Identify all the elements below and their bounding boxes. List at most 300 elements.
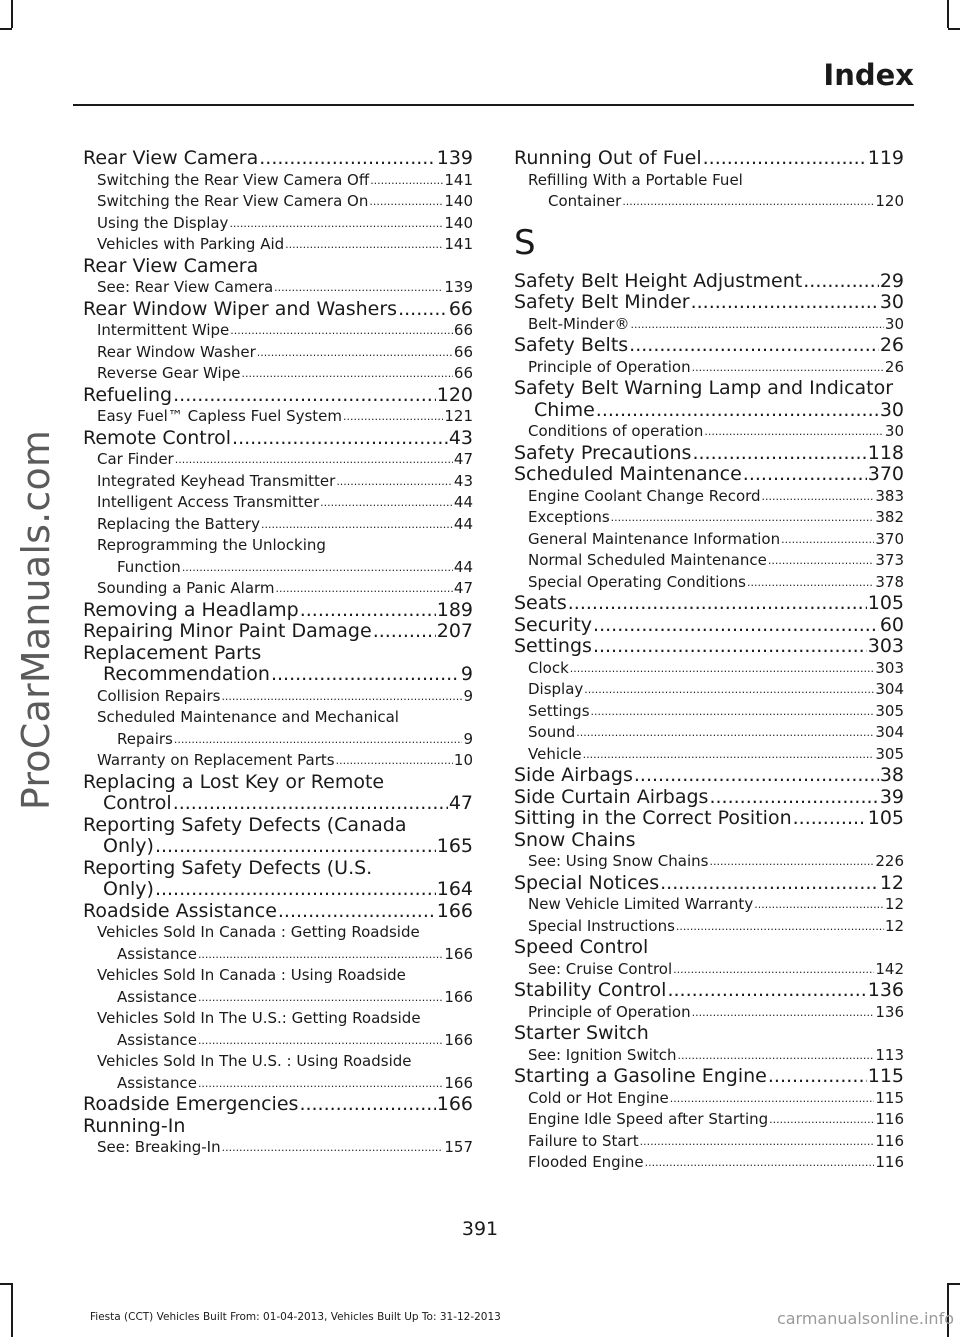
entry-page-number: 120 <box>436 383 473 406</box>
entry-page-number: 43 <box>448 426 473 449</box>
entry-text: Speed Control <box>514 936 649 958</box>
watermark-text: ProCarManuals.com <box>14 429 58 811</box>
entry-page-number: 113 <box>875 1045 904 1064</box>
index-subentry <box>83 406 473 428</box>
index-subentry <box>83 363 473 385</box>
entry-lead-text: Vehicles Sold In Canada : Getting Roadside <box>97 923 420 941</box>
dot-leader <box>629 335 879 357</box>
index-entry <box>514 148 904 170</box>
crop-mark-top-left-h <box>0 28 12 30</box>
entry-text: Easy Fuel™ Capless Fuel System <box>97 407 343 425</box>
dot-leader <box>257 342 453 364</box>
dot-leader <box>174 729 463 751</box>
index-entry <box>514 292 904 314</box>
entry-text: Assistance <box>117 1030 197 1049</box>
entry-text: Scheduled Maintenance <box>514 463 742 485</box>
dot-leader <box>743 464 867 486</box>
entry-text: See: Breaking-In <box>97 1138 221 1156</box>
entry-page-number: 166 <box>444 987 473 1006</box>
entry-page-number: 303 <box>875 658 904 677</box>
entry-page-number: 116 <box>875 1110 904 1128</box>
dot-leader <box>232 428 448 450</box>
index-entry <box>514 378 904 421</box>
index-subentry <box>83 922 473 965</box>
entry-page-number: 226 <box>875 852 904 870</box>
entry-text: Recommendation <box>103 663 270 685</box>
entry-page-number: 166 <box>436 899 473 922</box>
entry-text: See: Rear View Camera <box>97 278 274 296</box>
entry-lead-text: Safety Belt Warning Lamp and Indicator <box>514 377 894 399</box>
entry-text: Remote Control <box>83 426 232 449</box>
entry-page-number: 115 <box>867 1065 904 1087</box>
entry-text: Display <box>528 680 584 698</box>
entry-page-number: 44 <box>453 514 473 533</box>
entry-page-number: 30 <box>879 398 904 421</box>
entry-text: Reverse Gear Wipe <box>97 364 241 382</box>
dot-leader <box>793 808 867 830</box>
dot-leader <box>584 679 874 701</box>
crop-mark-bottom-left-h <box>0 1283 12 1285</box>
entry-text: New Vehicle Limited Warranty <box>528 895 754 913</box>
dot-leader <box>704 421 883 443</box>
entry-text: Switching the Rear View Camera On <box>97 192 369 210</box>
index-column-left <box>83 148 473 1159</box>
dot-leader <box>673 959 874 981</box>
entry-text: Container <box>548 192 622 210</box>
entry-text: Chime <box>534 398 595 421</box>
index-entry <box>83 621 473 643</box>
entry-page-number: 141 <box>444 235 473 253</box>
index-subentry <box>514 1131 904 1153</box>
index-subentry <box>514 916 904 938</box>
index-subentry <box>83 1008 473 1051</box>
entry-text: Belt-Minder® <box>528 314 630 333</box>
dot-leader <box>709 787 878 809</box>
entry-lead-text: Scheduled Maintenance and Mechanical <box>97 708 399 726</box>
footer-text: Fiesta (CCT) Vehicles Built From: 01-04-2013, Vehicles Built Up To: 31-12-2013 <box>90 1311 501 1323</box>
index-subentry <box>514 314 904 336</box>
entry-page-number: 166 <box>444 1073 473 1092</box>
entry-page-number: 66 <box>453 342 473 361</box>
dot-leader <box>155 879 436 901</box>
entry-text: Vehicles with Parking Aid <box>97 235 285 253</box>
dot-leader <box>182 557 453 579</box>
index-subentry <box>83 213 473 235</box>
entry-text: Collision Repairs <box>97 686 221 705</box>
dot-leader <box>703 148 867 170</box>
dot-leader <box>278 901 436 923</box>
index-subentry <box>514 744 904 766</box>
entry-text: Special Operating Conditions <box>528 572 746 591</box>
entry-text: Intelligent Access Transmitter <box>97 493 320 511</box>
entry-lead-text: Vehicles Sold In The U.S. : Using Roadside <box>97 1052 412 1070</box>
index-entry <box>514 464 904 486</box>
entry-page-number: 26 <box>884 357 904 376</box>
dot-leader <box>634 765 879 787</box>
entry-text: Rear View Camera <box>83 147 259 169</box>
index-entry <box>514 443 904 465</box>
entry-text: Normal Scheduled Maintenance <box>528 551 767 569</box>
dot-leader <box>709 851 874 873</box>
index-subentry <box>514 529 904 551</box>
entry-text: Replacing the Battery <box>97 514 260 533</box>
page-number: 391 <box>461 1218 499 1240</box>
entry-text: Stability Control <box>514 979 667 1001</box>
dot-leader <box>754 894 884 916</box>
index-entry <box>83 1116 473 1138</box>
entry-page-number: 383 <box>875 486 904 505</box>
dot-leader <box>670 1088 875 1110</box>
entry-text: Sound <box>528 723 576 741</box>
entry-page-number: 141 <box>444 170 473 189</box>
entry-page-number: 38 <box>879 764 904 786</box>
entry-page-number: 66 <box>453 321 473 339</box>
dot-leader <box>596 400 879 422</box>
index-subentry <box>83 686 473 708</box>
entry-lead-text: Reporting Safety Defects (U.S. <box>83 856 373 879</box>
entry-text: See: Using Snow Chains <box>528 852 709 870</box>
index-subentry <box>514 658 904 680</box>
entry-text: Sitting in the Correct Position <box>514 807 792 829</box>
index-subentry <box>514 701 904 723</box>
dot-leader <box>369 191 443 213</box>
index-subentry <box>83 449 473 471</box>
entry-page-number: 30 <box>884 422 904 440</box>
entry-page-number: 118 <box>867 441 904 464</box>
entry-page-number: 166 <box>444 1030 473 1049</box>
entry-page-number: 116 <box>875 1153 904 1171</box>
entry-page-number: 142 <box>875 959 904 978</box>
dot-leader <box>320 492 453 514</box>
dot-leader <box>274 277 443 299</box>
entry-text: Assistance <box>117 987 197 1006</box>
dot-leader <box>198 1030 443 1052</box>
index-subentry <box>514 572 904 594</box>
entry-text: Running Out of Fuel <box>514 147 702 169</box>
entry-page-number: 305 <box>875 744 904 763</box>
index-entry <box>514 873 904 895</box>
entry-text: Special Instructions <box>528 916 675 935</box>
entry-page-number: 47 <box>453 450 473 468</box>
dot-leader <box>803 271 879 293</box>
entry-text: Rear Window Washer <box>97 342 256 361</box>
dot-leader <box>576 722 874 744</box>
entry-text: See: Ignition Switch <box>528 1045 677 1064</box>
entry-text: Safety Belt Height Adjustment <box>514 269 803 292</box>
index-subentry <box>514 722 904 744</box>
dot-leader <box>568 593 867 615</box>
entry-text: Seats <box>514 592 567 614</box>
entry-text: Car Finder <box>97 450 174 468</box>
index-subentry <box>514 507 904 529</box>
index-subentry <box>514 894 904 916</box>
dot-leader <box>285 234 443 256</box>
index-subentry <box>514 486 904 508</box>
index-subentry <box>514 421 904 443</box>
entry-lead-text: Reprogramming the Unlocking <box>97 536 326 554</box>
dot-leader <box>276 578 453 600</box>
index-letter-heading: S <box>514 222 536 263</box>
entry-text: Principle of Operation <box>528 357 691 376</box>
crop-mark-top-left-v <box>11 0 13 28</box>
index-subentry <box>514 851 904 873</box>
entry-page-number: 370 <box>875 529 904 548</box>
dot-leader <box>222 1137 444 1159</box>
index-entry <box>514 593 904 615</box>
entry-page-number: 47 <box>453 579 473 597</box>
entry-page-number: 105 <box>867 807 904 829</box>
entry-page-number: 66 <box>453 364 473 382</box>
dot-leader <box>611 507 875 529</box>
dot-leader <box>173 385 436 407</box>
entry-page-number: 304 <box>875 723 904 741</box>
entry-text: Control <box>103 792 172 814</box>
crop-mark-bottom-right-h <box>948 1283 960 1285</box>
dot-leader <box>667 980 866 1002</box>
dot-leader <box>373 621 436 643</box>
entry-text: Removing a Headlamp <box>83 598 299 621</box>
entry-text: Principle of Operation <box>528 1002 691 1021</box>
entry-page-number: 43 <box>453 471 473 490</box>
entry-lead-text: Refilling With a Portable Fuel <box>528 170 743 189</box>
entry-text: Snow Chains <box>514 828 636 851</box>
entry-lead-text: Vehicles Sold In The U.S.: Getting Roadside <box>97 1009 421 1027</box>
index-entry <box>514 1066 904 1088</box>
dot-leader <box>768 550 875 572</box>
entry-text: Failure to Start <box>528 1131 639 1150</box>
index-subentry <box>83 191 473 213</box>
page-title: Index <box>823 58 914 92</box>
index-subentry <box>514 170 904 213</box>
entry-page-number: 166 <box>444 944 473 963</box>
dot-leader <box>198 1073 443 1095</box>
index-column-right <box>514 148 904 1174</box>
index-subentry <box>83 342 473 364</box>
entry-text: Settings <box>528 701 590 720</box>
entry-text: Warranty on Replacement Parts <box>97 751 335 769</box>
entry-text: Starting a Gasoline Engine <box>514 1065 767 1087</box>
entry-text: Sounding a Panic Alarm <box>97 579 275 597</box>
entry-page-number: 60 <box>879 613 904 636</box>
index-subentry <box>514 1045 904 1067</box>
index-entry <box>83 600 473 622</box>
dot-leader <box>762 486 875 508</box>
index-entry <box>514 830 904 852</box>
dot-leader <box>198 987 443 1009</box>
dot-leader <box>570 658 875 680</box>
dot-leader <box>343 406 443 428</box>
index-entry <box>83 1094 473 1116</box>
dot-leader <box>640 1131 875 1153</box>
site-watermark: carmanualsonline.info <box>776 1309 954 1328</box>
entry-page-number: 115 <box>875 1088 904 1107</box>
dot-leader <box>631 314 884 336</box>
entry-lead-text: Reporting Safety Defects (Canada <box>83 813 407 836</box>
entry-text: Only) <box>103 835 154 857</box>
index-subentry <box>83 578 473 600</box>
entry-text: Only) <box>103 878 154 900</box>
watermark <box>8 120 64 1120</box>
dot-leader <box>692 1002 875 1024</box>
entry-text: Roadside Assistance <box>83 899 277 922</box>
dot-leader <box>692 357 884 379</box>
entry-text: Safety Belts <box>514 334 629 356</box>
entry-page-number: 139 <box>444 278 473 296</box>
entry-text: Vehicle <box>528 744 582 763</box>
index-entry <box>83 428 473 450</box>
entry-page-number: 30 <box>879 291 904 313</box>
dot-leader <box>230 320 453 342</box>
entry-page-number: 26 <box>879 334 904 356</box>
entry-text: Cold or Hot Engine <box>528 1088 669 1107</box>
dot-leader <box>591 701 875 723</box>
dot-leader <box>691 292 879 314</box>
entry-text: Engine Coolant Change Record <box>528 486 761 505</box>
entry-page-number: 166 <box>436 1093 473 1115</box>
index-subentry <box>83 707 473 750</box>
dot-leader <box>261 514 453 536</box>
entry-page-number: 136 <box>867 979 904 1001</box>
entry-page-number: 370 <box>867 463 904 485</box>
entry-text: Rear View Camera <box>83 254 259 277</box>
index-subentry <box>514 357 904 379</box>
dot-leader <box>173 793 448 815</box>
dot-leader <box>221 686 462 708</box>
index-subentry <box>83 492 473 514</box>
entry-lead-text: Replacing a Lost Key or Remote <box>83 770 385 793</box>
index-subentry <box>514 959 904 981</box>
entry-page-number: 29 <box>879 269 904 292</box>
index-subentry <box>514 679 904 701</box>
entry-text: Exceptions <box>528 508 610 526</box>
entry-text: Side Curtain Airbags <box>514 785 709 808</box>
dot-leader <box>336 750 453 772</box>
dot-leader <box>241 363 452 385</box>
index-entry <box>83 815 473 858</box>
entry-page-number: 382 <box>875 508 904 526</box>
entry-page-number: 136 <box>875 1002 904 1021</box>
entry-page-number: 10 <box>453 751 473 769</box>
entry-text: Conditions of operation <box>528 422 704 440</box>
index-entry <box>83 299 473 321</box>
index-subentry <box>83 965 473 1008</box>
entry-page-number: 47 <box>448 792 473 814</box>
entry-page-number: 44 <box>453 557 473 576</box>
index-subentry <box>514 1002 904 1024</box>
entry-text: Integrated Keyhead Transmitter <box>97 471 336 490</box>
dot-leader <box>583 744 875 766</box>
dot-leader <box>678 1045 875 1067</box>
dot-leader <box>198 944 443 966</box>
entry-text: Safety Belt Minder <box>514 291 690 313</box>
entry-page-number: 105 <box>867 592 904 614</box>
entry-text: Repairs <box>117 729 173 748</box>
entry-page-number: 157 <box>444 1138 473 1156</box>
entry-page-number: 373 <box>875 551 904 569</box>
entry-text: Rear Window Wiper and Washers <box>83 297 398 320</box>
dot-leader <box>768 1066 867 1088</box>
entry-text: Security <box>514 613 593 636</box>
crop-mark-bottom-left-v <box>11 1283 13 1337</box>
index-subentry <box>83 535 473 578</box>
crop-mark-top-right-h <box>948 28 960 30</box>
dot-leader <box>660 873 879 895</box>
index-subentry <box>83 234 473 256</box>
entry-page-number: 140 <box>444 213 473 232</box>
entry-text: Switching the Rear View Camera Off <box>97 170 370 189</box>
index-entry <box>514 765 904 787</box>
dot-leader <box>259 148 436 170</box>
entry-text: Clock <box>528 658 569 677</box>
entry-page-number: 12 <box>884 895 904 913</box>
entry-text: General Maintenance Information <box>528 529 781 548</box>
entry-page-number: 165 <box>436 835 473 857</box>
dot-leader <box>398 299 448 321</box>
entry-text: Engine Idle Speed after Starting <box>528 1110 769 1128</box>
entry-page-number: 120 <box>875 192 904 210</box>
crop-mark-top-right-v <box>947 0 949 28</box>
entry-text: Function <box>117 557 181 576</box>
dot-leader <box>336 471 453 493</box>
entry-text: Flooded Engine <box>528 1153 644 1171</box>
entry-page-number: 44 <box>453 493 473 511</box>
index-entry <box>514 636 904 658</box>
dot-leader <box>593 636 867 658</box>
dot-leader <box>370 170 443 192</box>
entry-page-number: 164 <box>436 878 473 900</box>
dot-leader <box>229 213 443 235</box>
entry-page-number: 121 <box>444 407 473 425</box>
entry-text: Refueling <box>83 383 173 406</box>
entry-text: Assistance <box>117 944 197 963</box>
dot-leader <box>769 1109 874 1131</box>
index-entry <box>83 858 473 901</box>
dot-leader <box>175 449 453 471</box>
index-entry <box>514 808 904 830</box>
entry-text: Running-In <box>83 1114 186 1137</box>
entry-text: Using the Display <box>97 213 229 232</box>
entry-page-number: 66 <box>448 297 473 320</box>
entry-page-number: 12 <box>884 916 904 935</box>
title-rule <box>73 104 914 106</box>
dot-leader <box>676 916 884 938</box>
entry-page-number: 378 <box>875 572 904 591</box>
entry-page-number: 189 <box>436 598 473 621</box>
index-entry <box>514 335 904 357</box>
dot-leader <box>299 1094 435 1116</box>
dot-leader <box>593 615 879 637</box>
dot-leader <box>622 191 874 213</box>
index-entry <box>83 772 473 815</box>
entry-page-number: 12 <box>879 871 904 894</box>
index-subentry <box>83 1051 473 1094</box>
index-entry <box>514 615 904 637</box>
index-subentry <box>514 1109 904 1131</box>
index-entry <box>514 980 904 1002</box>
entry-text: Repairing Minor Paint Damage <box>83 620 372 642</box>
entry-page-number: 119 <box>867 147 904 169</box>
index-entry <box>514 1023 904 1045</box>
dot-leader <box>692 443 866 465</box>
entry-text: Roadside Emergencies <box>83 1093 299 1115</box>
index-subentry <box>83 170 473 192</box>
index-entry <box>514 271 904 293</box>
entry-text: Starter Switch <box>514 1022 649 1044</box>
entry-page-number: 303 <box>867 635 904 657</box>
dot-leader <box>155 836 436 858</box>
entry-page-number: 140 <box>444 192 473 210</box>
index-entry <box>514 787 904 809</box>
